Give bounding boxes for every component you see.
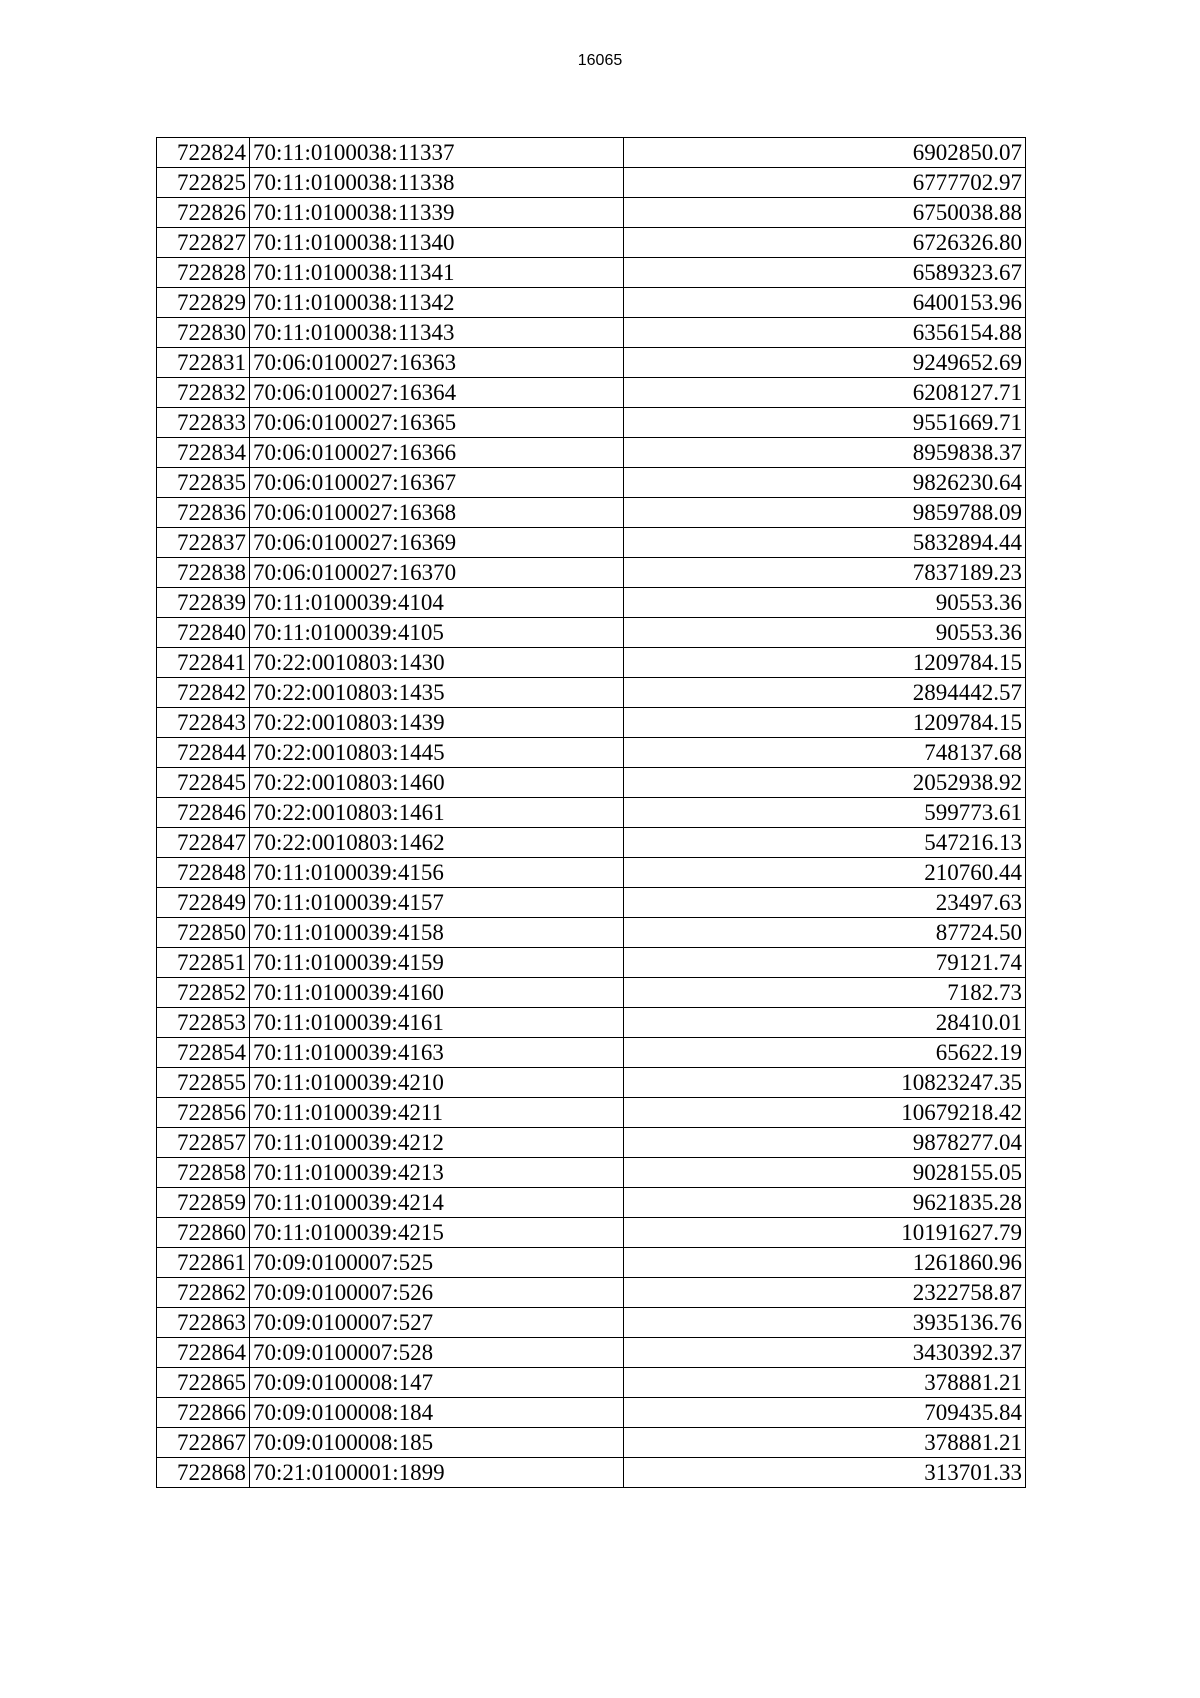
row-number-cell: 722836 [157, 498, 250, 528]
cadastral-number-cell: 70:22:0010803:1430 [250, 648, 624, 678]
cadastral-number-cell: 70:11:0100039:4212 [250, 1128, 624, 1158]
row-number-cell: 722834 [157, 438, 250, 468]
row-number-cell: 722840 [157, 618, 250, 648]
row-number-cell: 722826 [157, 198, 250, 228]
table-row [157, 1398, 1026, 1428]
row-number-cell: 722848 [157, 858, 250, 888]
cadastral-number-cell: 70:09:0100007:526 [250, 1278, 624, 1308]
table-row [157, 1218, 1026, 1248]
cadastral-number-cell: 70:06:0100027:16367 [250, 468, 624, 498]
cadastral-value-cell: 2322758.87 [624, 1278, 1026, 1308]
cadastral-number-cell: 70:22:0010803:1462 [250, 828, 624, 858]
cadastral-value-cell: 6777702.97 [624, 168, 1026, 198]
table-row [157, 528, 1026, 558]
table-row [157, 888, 1026, 918]
cadastral-value-cell: 1261860.96 [624, 1248, 1026, 1278]
table-row [157, 1038, 1026, 1068]
table-row [157, 498, 1026, 528]
table-row [157, 648, 1026, 678]
cadastral-value-cell: 9621835.28 [624, 1188, 1026, 1218]
table-row [157, 1338, 1026, 1368]
table-row [157, 1188, 1026, 1218]
cadastral-value-cell: 7182.73 [624, 978, 1026, 1008]
row-number-cell: 722849 [157, 888, 250, 918]
cadastral-number-cell: 70:09:0100007:527 [250, 1308, 624, 1338]
cadastral-number-cell: 70:06:0100027:16369 [250, 528, 624, 558]
row-number-cell: 722856 [157, 1098, 250, 1128]
row-number-cell: 722868 [157, 1458, 250, 1488]
table-row [157, 978, 1026, 1008]
table-row [157, 1278, 1026, 1308]
table-row [157, 558, 1026, 588]
cadastral-number-cell: 70:22:0010803:1460 [250, 768, 624, 798]
row-number-cell: 722847 [157, 828, 250, 858]
cadastral-value-cell: 9878277.04 [624, 1128, 1026, 1158]
cadastral-value-cell: 2052938.92 [624, 768, 1026, 798]
table-row [157, 948, 1026, 978]
table-row [157, 618, 1026, 648]
row-number-cell: 722835 [157, 468, 250, 498]
table-row [157, 198, 1026, 228]
cadastral-value-cell: 9859788.09 [624, 498, 1026, 528]
table-row [157, 1158, 1026, 1188]
row-number-cell: 722828 [157, 258, 250, 288]
table-row [157, 738, 1026, 768]
cadastral-value-cell: 1209784.15 [624, 648, 1026, 678]
row-number-cell: 722851 [157, 948, 250, 978]
cadastral-number-cell: 70:11:0100039:4104 [250, 588, 624, 618]
cadastral-value-cell: 23497.63 [624, 888, 1026, 918]
cadastral-number-cell: 70:21:0100001:1899 [250, 1458, 624, 1488]
table-row [157, 438, 1026, 468]
cadastral-value-cell: 5832894.44 [624, 528, 1026, 558]
cadastral-value-cell: 6589323.67 [624, 258, 1026, 288]
row-number-cell: 722837 [157, 528, 250, 558]
table-row [157, 768, 1026, 798]
cadastral-value-cell: 599773.61 [624, 798, 1026, 828]
cadastral-number-cell: 70:11:0100038:11339 [250, 198, 624, 228]
cadastral-number-cell: 70:11:0100039:4159 [250, 948, 624, 978]
row-number-cell: 722829 [157, 288, 250, 318]
table-row [157, 858, 1026, 888]
cadastral-value-cell: 9826230.64 [624, 468, 1026, 498]
row-number-cell: 722860 [157, 1218, 250, 1248]
table-row [157, 588, 1026, 618]
cadastral-number-cell: 70:11:0100039:4160 [250, 978, 624, 1008]
cadastral-value-cell: 79121.74 [624, 948, 1026, 978]
table-row [157, 1368, 1026, 1398]
table-row [157, 708, 1026, 738]
table-row [157, 828, 1026, 858]
cadastral-value-cell: 6208127.71 [624, 378, 1026, 408]
cadastral-value-cell: 6726326.80 [624, 228, 1026, 258]
row-number-cell: 722857 [157, 1128, 250, 1158]
table-row [157, 288, 1026, 318]
table-row [157, 1008, 1026, 1038]
row-number-cell: 722838 [157, 558, 250, 588]
table-body [157, 138, 1026, 1488]
table-row [157, 258, 1026, 288]
cadastral-value-cell: 3430392.37 [624, 1338, 1026, 1368]
table-row [157, 1128, 1026, 1158]
row-number-cell: 722825 [157, 168, 250, 198]
cadastral-number-cell: 70:11:0100039:4210 [250, 1068, 624, 1098]
row-number-cell: 722845 [157, 768, 250, 798]
cadastral-number-cell: 70:11:0100039:4215 [250, 1218, 624, 1248]
cadastral-value-cell: 10823247.35 [624, 1068, 1026, 1098]
row-number-cell: 722833 [157, 408, 250, 438]
cadastral-number-cell: 70:06:0100027:16364 [250, 378, 624, 408]
cadastral-value-cell: 6902850.07 [624, 138, 1026, 168]
row-number-cell: 722830 [157, 318, 250, 348]
table-row [157, 1098, 1026, 1128]
table-row [157, 678, 1026, 708]
cadastral-number-cell: 70:09:0100008:147 [250, 1368, 624, 1398]
row-number-cell: 722842 [157, 678, 250, 708]
cadastral-value-cell: 7837189.23 [624, 558, 1026, 588]
cadastral-value-cell: 6356154.88 [624, 318, 1026, 348]
cadastral-number-cell: 70:22:0010803:1439 [250, 708, 624, 738]
cadastral-number-cell: 70:06:0100027:16365 [250, 408, 624, 438]
table-row [157, 468, 1026, 498]
row-number-cell: 722839 [157, 588, 250, 618]
cadastral-value-cell: 28410.01 [624, 1008, 1026, 1038]
row-number-cell: 722863 [157, 1308, 250, 1338]
cadastral-number-cell: 70:22:0010803:1435 [250, 678, 624, 708]
cadastral-number-cell: 70:11:0100039:4214 [250, 1188, 624, 1218]
row-number-cell: 722824 [157, 138, 250, 168]
cadastral-number-cell: 70:11:0100039:4105 [250, 618, 624, 648]
cadastral-number-cell: 70:06:0100027:16363 [250, 348, 624, 378]
cadastral-value-cell: 709435.84 [624, 1398, 1026, 1428]
row-number-cell: 722866 [157, 1398, 250, 1428]
table-row [157, 1308, 1026, 1338]
table-row [157, 228, 1026, 258]
table-row [157, 348, 1026, 378]
cadastral-number-cell: 70:11:0100038:11341 [250, 258, 624, 288]
table-row [157, 798, 1026, 828]
cadastral-value-table [156, 137, 1026, 1488]
cadastral-number-cell: 70:11:0100039:4211 [250, 1098, 624, 1128]
cadastral-number-cell: 70:11:0100039:4157 [250, 888, 624, 918]
cadastral-number-cell: 70:11:0100038:11342 [250, 288, 624, 318]
cadastral-value-cell: 65622.19 [624, 1038, 1026, 1068]
row-number-cell: 722844 [157, 738, 250, 768]
cadastral-value-cell: 3935136.76 [624, 1308, 1026, 1338]
cadastral-value-cell: 9028155.05 [624, 1158, 1026, 1188]
cadastral-number-cell: 70:09:0100007:528 [250, 1338, 624, 1368]
table-row [157, 1068, 1026, 1098]
cadastral-value-cell: 748137.68 [624, 738, 1026, 768]
cadastral-value-cell: 9551669.71 [624, 408, 1026, 438]
row-number-cell: 722858 [157, 1158, 250, 1188]
page-number: 16065 [577, 52, 623, 69]
cadastral-number-cell: 70:11:0100039:4163 [250, 1038, 624, 1068]
table-row [157, 408, 1026, 438]
row-number-cell: 722846 [157, 798, 250, 828]
row-number-cell: 722852 [157, 978, 250, 1008]
cadastral-number-cell: 70:06:0100027:16370 [250, 558, 624, 588]
table-row [157, 168, 1026, 198]
cadastral-value-cell: 10679218.42 [624, 1098, 1026, 1128]
row-number-cell: 722867 [157, 1428, 250, 1458]
cadastral-number-cell: 70:22:0010803:1445 [250, 738, 624, 768]
cadastral-value-cell: 90553.36 [624, 588, 1026, 618]
cadastral-value-cell: 9249652.69 [624, 348, 1026, 378]
row-number-cell: 722861 [157, 1248, 250, 1278]
row-number-cell: 722854 [157, 1038, 250, 1068]
cadastral-value-cell: 378881.21 [624, 1428, 1026, 1458]
cadastral-value-cell: 313701.33 [624, 1458, 1026, 1488]
row-number-cell: 722850 [157, 918, 250, 948]
cadastral-value-cell: 87724.50 [624, 918, 1026, 948]
cadastral-value-cell: 2894442.57 [624, 678, 1026, 708]
cadastral-value-cell: 547216.13 [624, 828, 1026, 858]
cadastral-number-cell: 70:11:0100038:11337 [250, 138, 624, 168]
table-row [157, 918, 1026, 948]
cadastral-number-cell: 70:11:0100039:4161 [250, 1008, 624, 1038]
table-row [157, 1248, 1026, 1278]
row-number-cell: 722859 [157, 1188, 250, 1218]
table-row [157, 138, 1026, 168]
cadastral-number-cell: 70:09:0100008:185 [250, 1428, 624, 1458]
row-number-cell: 722855 [157, 1068, 250, 1098]
cadastral-number-cell: 70:11:0100038:11340 [250, 228, 624, 258]
cadastral-number-cell: 70:09:0100007:525 [250, 1248, 624, 1278]
cadastral-number-cell: 70:11:0100039:4156 [250, 858, 624, 888]
row-number-cell: 722862 [157, 1278, 250, 1308]
table-row [157, 318, 1026, 348]
cadastral-value-cell: 6750038.88 [624, 198, 1026, 228]
cadastral-number-cell: 70:09:0100008:184 [250, 1398, 624, 1428]
row-number-cell: 722853 [157, 1008, 250, 1038]
cadastral-value-cell: 8959838.37 [624, 438, 1026, 468]
table-row [157, 378, 1026, 408]
row-number-cell: 722865 [157, 1368, 250, 1398]
cadastral-number-cell: 70:06:0100027:16368 [250, 498, 624, 528]
cadastral-number-cell: 70:11:0100039:4158 [250, 918, 624, 948]
cadastral-value-cell: 210760.44 [624, 858, 1026, 888]
table-row [157, 1428, 1026, 1458]
row-number-cell: 722832 [157, 378, 250, 408]
row-number-cell: 722831 [157, 348, 250, 378]
cadastral-number-cell: 70:11:0100038:11343 [250, 318, 624, 348]
cadastral-value-cell: 6400153.96 [624, 288, 1026, 318]
cadastral-number-cell: 70:22:0010803:1461 [250, 798, 624, 828]
cadastral-value-cell: 90553.36 [624, 618, 1026, 648]
cadastral-number-cell: 70:06:0100027:16366 [250, 438, 624, 468]
row-number-cell: 722843 [157, 708, 250, 738]
row-number-cell: 722841 [157, 648, 250, 678]
cadastral-value-cell: 10191627.79 [624, 1218, 1026, 1248]
cadastral-value-cell: 1209784.15 [624, 708, 1026, 738]
cadastral-number-cell: 70:11:0100039:4213 [250, 1158, 624, 1188]
cadastral-value-cell: 378881.21 [624, 1368, 1026, 1398]
cadastral-number-cell: 70:11:0100038:11338 [250, 168, 624, 198]
row-number-cell: 722827 [157, 228, 250, 258]
row-number-cell: 722864 [157, 1338, 250, 1368]
table-row [157, 1458, 1026, 1488]
